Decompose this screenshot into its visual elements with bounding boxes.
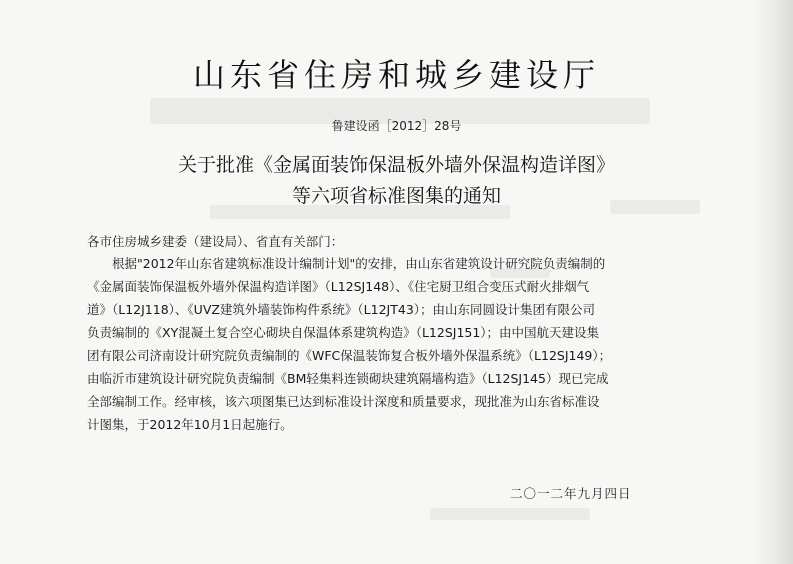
body-line: 负责编制的《XY混凝土复合空心砌块自保温体系建筑构造》（L12SJ151）；由中国航天建设集 [87,325,600,340]
body-line: 全部编制工作。经审核，该六项图集已达到标准设计深度和质量要求，现批准为山东省标准设 [87,394,600,409]
salutation: 各市住房城乡建委（建设局）、省直有关部门： [87,234,344,249]
body-line: 由临沂市建筑设计研究院负责编制《BM轻集料连锁砌块建筑隔墙构造》（L12SJ145）现已完成 [87,371,609,386]
body-line: 计图集，于2012年10月1日起施行。 [87,417,293,432]
body-line: 团有限公司济南设计研究院负责编制的《WFC保温装饰复合板外墙外保温系统》（L12SJ149）； [87,348,612,363]
body-line: 道》（L12J118）、《UVZ建筑外墙装饰构件系统》（L12JT43）；由山东同圆设计集团有限公司 [87,302,596,317]
notice-title-line-1: 关于批准《金属面装饰保温板外墙外保温构造详图》 [177,154,615,176]
body-line: 《金属面装饰保温板外墙外保温构造详图》（L12SJ148）、《住宅厨卫组合变压式耐火排烟气 [87,279,590,294]
notice-title-line-2: 等六项省标准图集的通知 [291,185,501,207]
issuer-title: 山东省住房和城乡建设厅 [192,56,600,94]
document-number: 鲁建设函［2012］28号 [331,119,462,133]
issue-date: 二〇一二年九月四日 [510,486,632,501]
body-line: 根据"2012年山东省建筑标准设计编制计划"的安排，由山东省建筑设计研究院负责编制的 [112,256,606,271]
